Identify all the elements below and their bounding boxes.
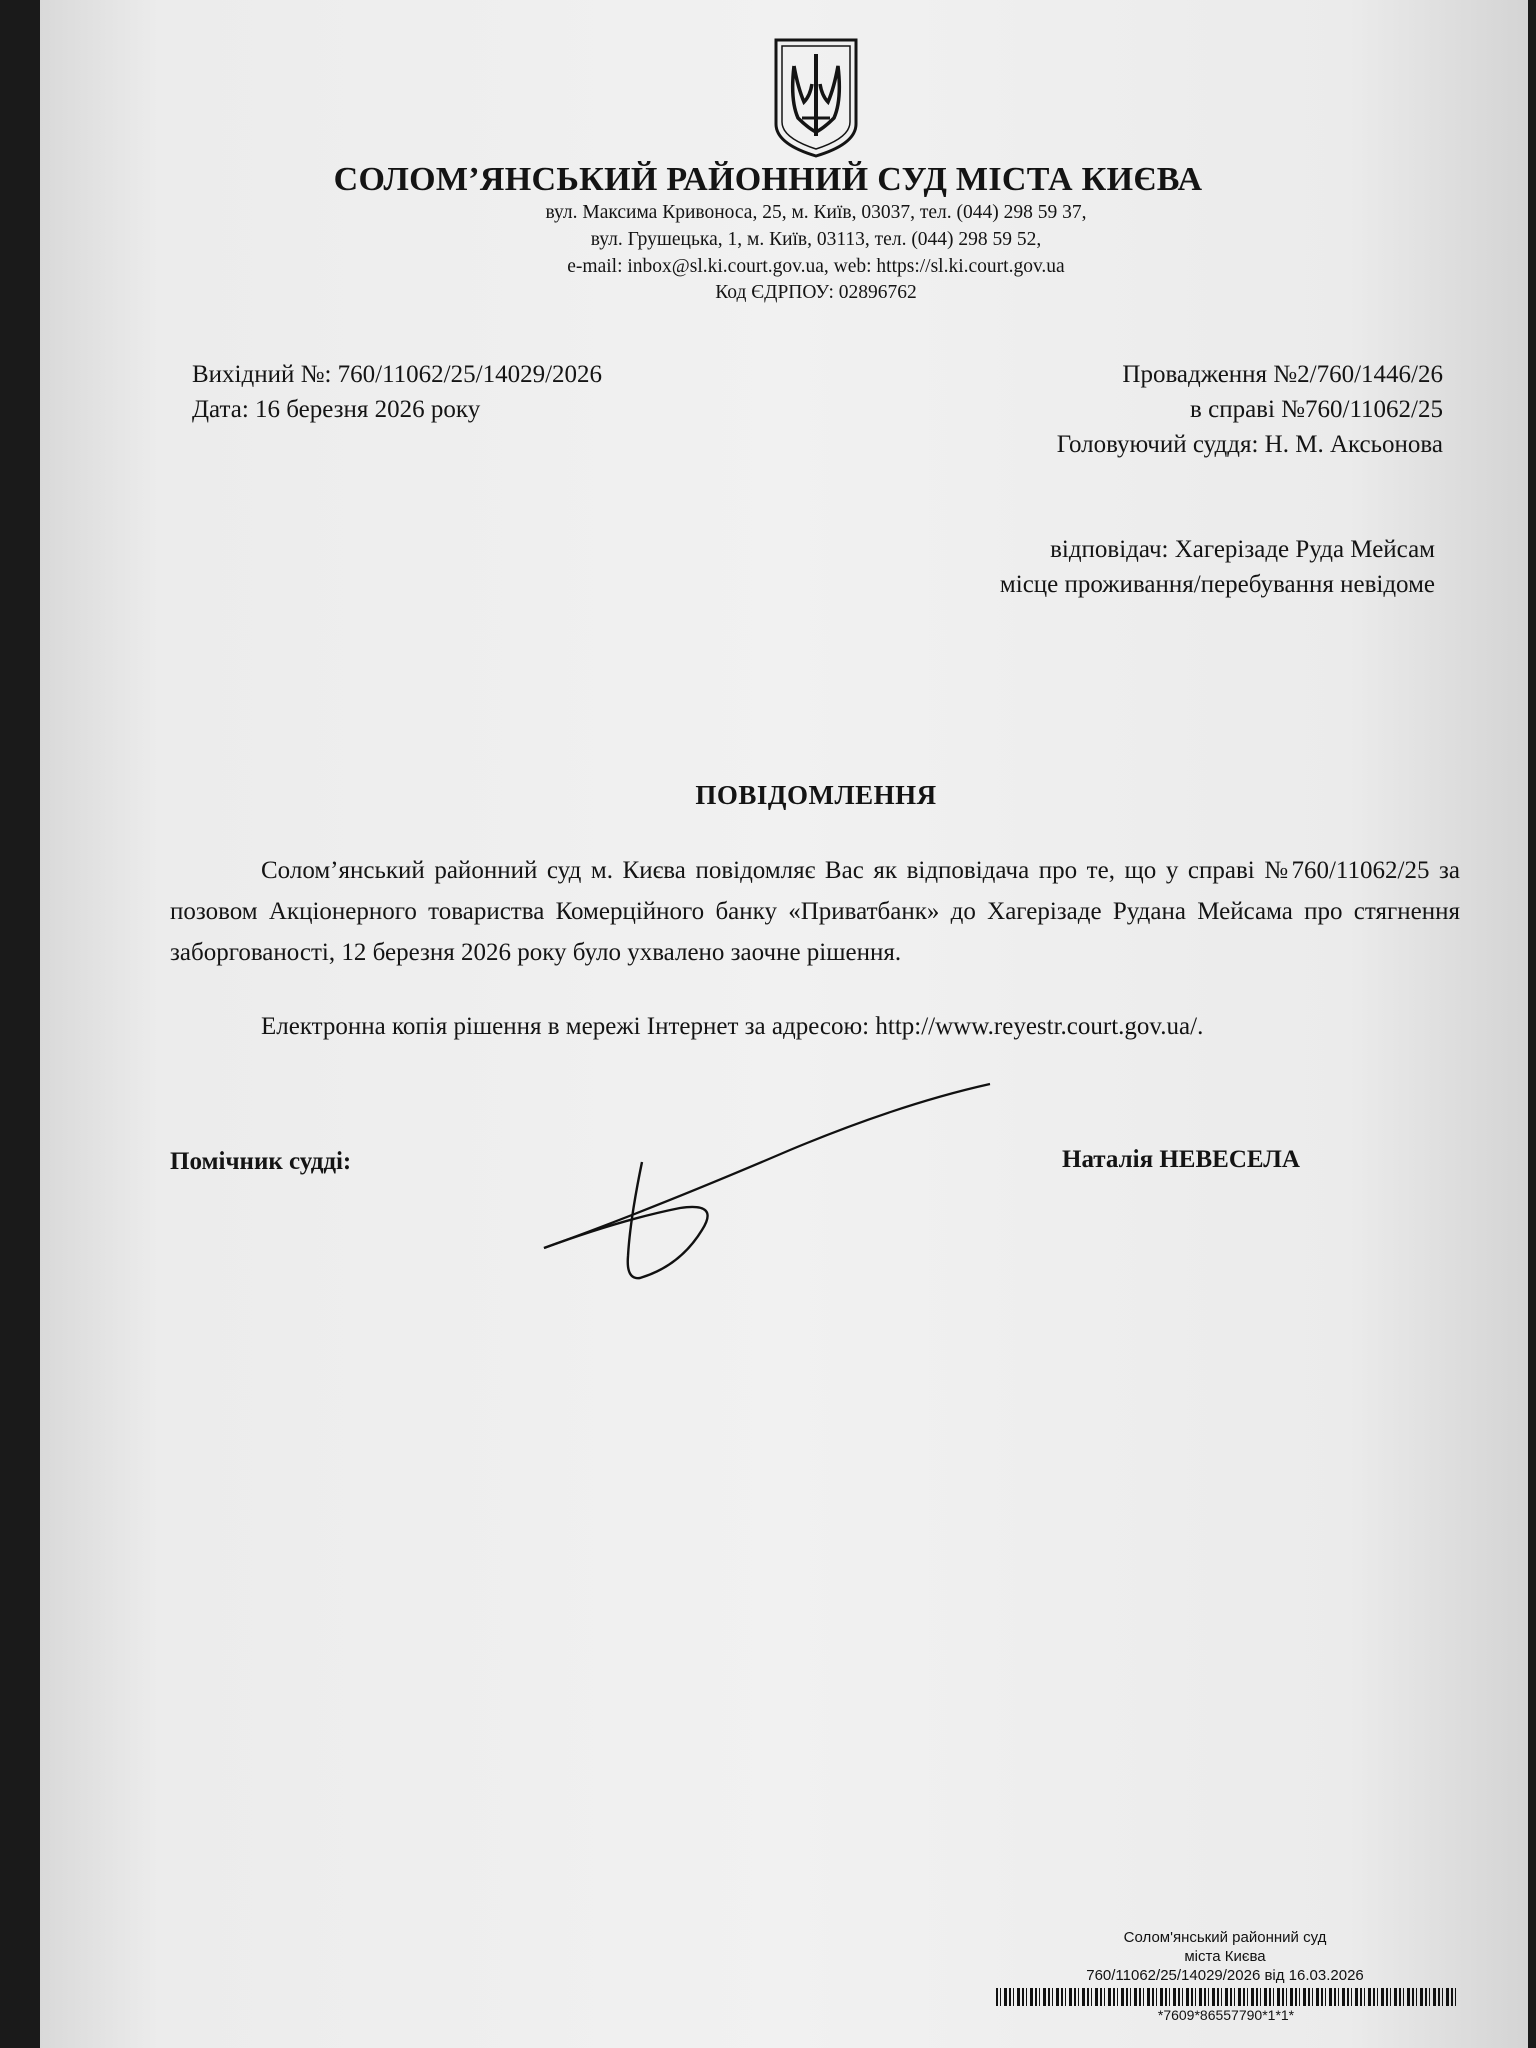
address-line-2: вул. Грушецька, 1, м. Київ, 03113, тел. (044) 298 59 52, xyxy=(590,229,1042,250)
handwritten-signature xyxy=(530,1070,1010,1290)
notice-title: ПОВІДОМЛЕННЯ xyxy=(695,780,937,810)
outgoing-date: Дата: 16 березня 2026 року xyxy=(192,396,481,423)
respondent: відповідач: Хагерізаде Руда Мейсам xyxy=(1050,536,1435,563)
signature-name: Наталія НЕВЕСЕЛА xyxy=(1062,1146,1300,1173)
notice-body xyxy=(170,850,1460,1047)
edrpou-line: Код ЄДРПОУ: 02896762 xyxy=(715,282,917,303)
outgoing-number: Вихідний №: 760/11062/25/14029/2026 xyxy=(192,361,603,388)
stamp-line-1: Солом'янський районний суд xyxy=(1123,1929,1327,1946)
address-line-1: вул. Максима Кривоноса, 25, м. Київ, 03037, тел. (044) 298 59 37, xyxy=(545,202,1087,223)
stamp-line-3: 760/11062/25/14029/2026 від 16.03.2026 xyxy=(1086,1967,1364,1984)
notice-paragraph-2: Електронна копія рішення в мережі Інтернет за адресою: http://www.reyestr.court.gov.ua/. xyxy=(261,1013,1204,1040)
notice-paragraph-1: Солом’янський районний суд м. Києва повідомляє Вас як відповідача про те, що у справі №760/11062/25 за позовом Акціонерного товариства Комерційного банку «Приватбанк» до Хагерізаде Рудана Мейсама про стягнення заборгованості, 12 березня 2026 року було ухвалено заочне рішення. xyxy=(170,857,1460,966)
barcode-text: *7609*86557790*1*1* xyxy=(1157,2007,1295,2023)
coat-of-arms-icon xyxy=(772,36,860,160)
case-number: в справі №760/11062/25 xyxy=(1190,396,1443,423)
stamp-line-2: міста Києва xyxy=(1184,1948,1266,1965)
registration-stamp xyxy=(990,1928,1460,1985)
court-name: СОЛОМ’ЯНСЬКИЙ РАЙОННИЙ СУД МІСТА КИЄВА xyxy=(333,161,1203,198)
proceeding-number: Провадження №2/760/1446/26 xyxy=(1122,361,1443,388)
barcode xyxy=(996,1988,1456,2006)
contacts-line: e-mail: inbox@sl.ki.court.gov.ua, web: https://sl.ki.court.gov.ua xyxy=(567,256,1065,277)
signature-role: Помічник судді: xyxy=(170,1148,352,1175)
presiding-judge: Головуючий суддя: Н. М. Аксьонова xyxy=(1056,431,1443,458)
residence-status: місце проживання/перебування невідоме xyxy=(999,571,1435,598)
